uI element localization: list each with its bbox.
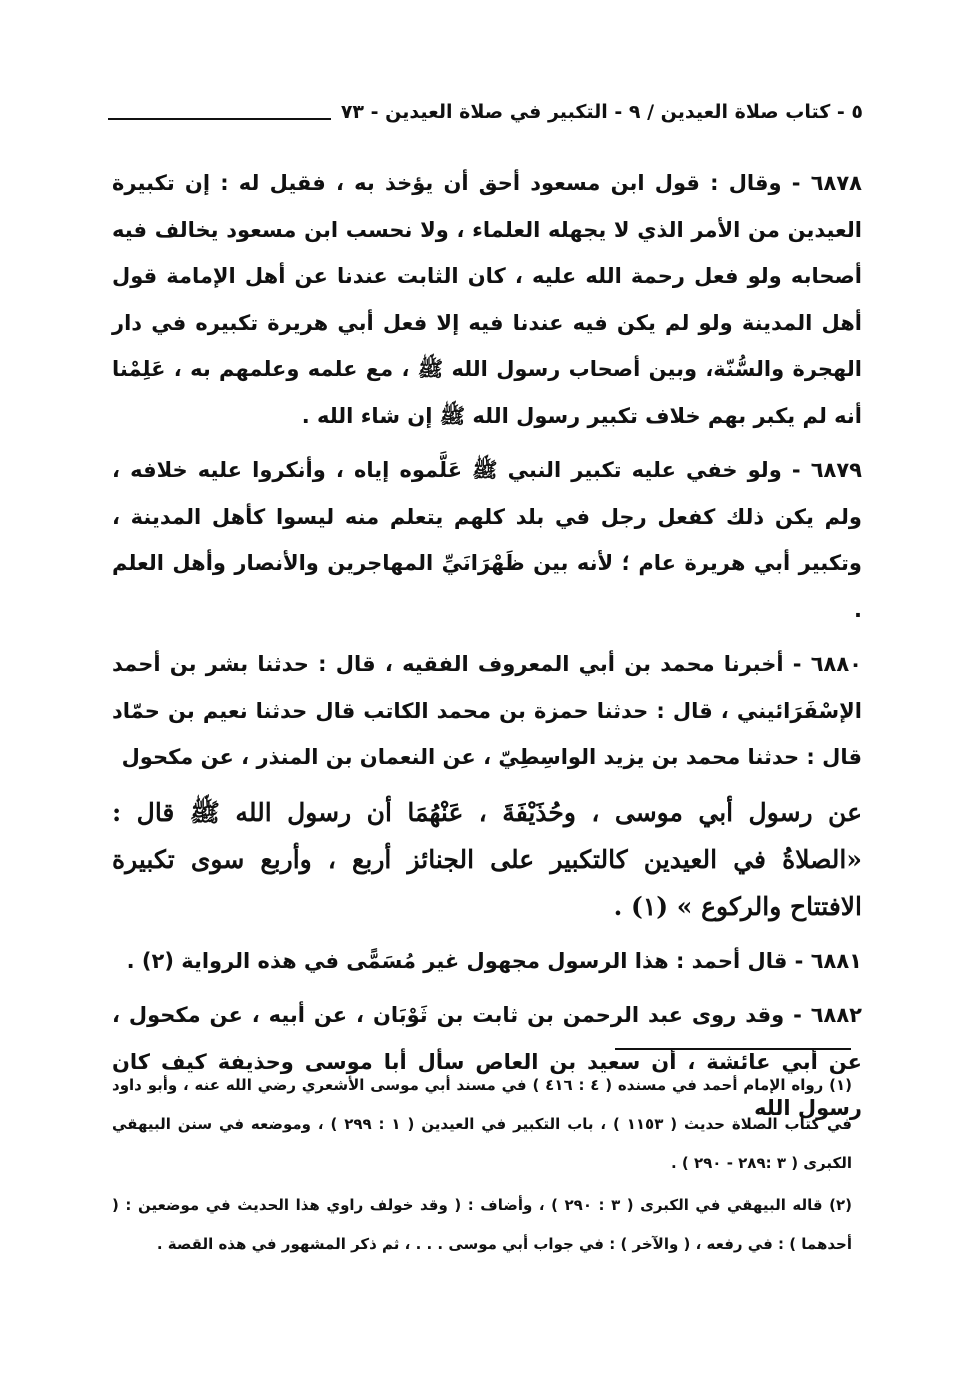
header-title: ٥ - كتاب صلاة العيدين / ٩ - التكبير في صلاة العيدين - ٧٣ bbox=[340, 101, 863, 123]
footnotes bbox=[112, 1066, 852, 1267]
main-text bbox=[112, 160, 862, 1140]
footnote-divider bbox=[615, 1048, 851, 1050]
paragraph-6881: ٦٨٨١ - قال أحمد : هذا الرسول مجهول غير مُسَمًّى في هذه الرواية (٢) . bbox=[126, 948, 862, 973]
paragraph-6878: ٦٨٧٨ - وقال : قول ابن مسعود أحق أن يؤخذ به ، فقيل له : إن تكبيرة العيدين من الأمر الذي لا يجهله العلماء ، ولا نحسب ابن مسعود يخالف فيه أصحابه ولو فعل رحمة الله عليه ، كان الثابت عندنا عن أهل الإمامة قول أهل المدينة ولو لم يكن فيه عندنا فيه إلا فعل أبي هريرة تكبيره في دار الهجرة والسُّنّة، وبين أصحاب رسول الله ﷺ ، مع علمه وعلمهم به ، عَلِمْنا أنه لم يكبر بهم خلاف تكبير رسول الله ﷺ إن شاء الله . bbox=[112, 171, 862, 428]
paragraph-6880: ٦٨٨٠ - أخبرنا محمد بن أبي المعروف الفقيه ، قال : حدثنا بشر بن أحمد الإسْفَرَائيني ، قال : حدثنا حمزة بن محمد الكاتب قال حدثنا نعيم بن حمّاد قال : حدثنا محمد بن يزيد الواسِطِيّ ، عن النعمان بن المنذر ، عن مكحول bbox=[112, 652, 862, 769]
paragraph-6882: ٦٨٨٢ - وقد روى عبد الرحمن بن ثابت بن ثَوْبَان ، عن أبيه ، عن مكحول ، عن أبي عائشة ، أن سعيد بن العاص سأل أبا موسى وحذيفة كيف كان رسول الله bbox=[112, 1003, 862, 1120]
footnote-2: (٢) قاله البيهقي في الكبرى ( ٣ : ٢٩٠ ) ، وأضاف : ( وقد خولف راوي هذا الحديث في موضعين : ( أحدهما ) : في رفعه ، ( والآخر ) : في جواب أبي موسى . . . ، ثم ذكر المشهور في هذه القصة . bbox=[112, 1196, 852, 1253]
footnote-1: (١) رواه الإمام أحمد في مسنده ( ٤ : ٤١٦ ) في مسند أبي موسى الأشعري رضي الله عنه ، وأبو داود في كتاب الصلاة حديث ( ١١٥٣ ) ، باب التكبير في العيدين ( ١ : ٢٩٩ ) ، وموضعه في سنن البيهقي الكبرى ( ٣ :٢٨٩ - ٢٩٠ ) . bbox=[112, 1076, 852, 1172]
paragraph-6879: ٦٨٧٩ - ولو خفي عليه تكبير النبي ﷺ عَلَّموه إياه ، وأنكروا عليه خلافه ، ولم يكن ذلك كفعل رجل في بلد كلهم يتعلم منه ليسوا كأهل المدينة ، وتكبير أبي هريرة عام ؛ لأنه بين ظَهْرَانَيِّ المهاجرين والأنصار وأهل العلم . bbox=[112, 458, 862, 622]
hadith-quote: عن رسول أبي موسى ، وحُذَيْفَةَ ، عَنْهُمَا أن رسول الله ﷺ قال : «الصلاةُ في العيدين كالتكبير على الجنائز أربع ، وأربع سوى تكبيرة الافتتاح والركوع » (١) . bbox=[112, 797, 862, 921]
running-header bbox=[108, 92, 863, 126]
header-rule bbox=[108, 118, 331, 120]
